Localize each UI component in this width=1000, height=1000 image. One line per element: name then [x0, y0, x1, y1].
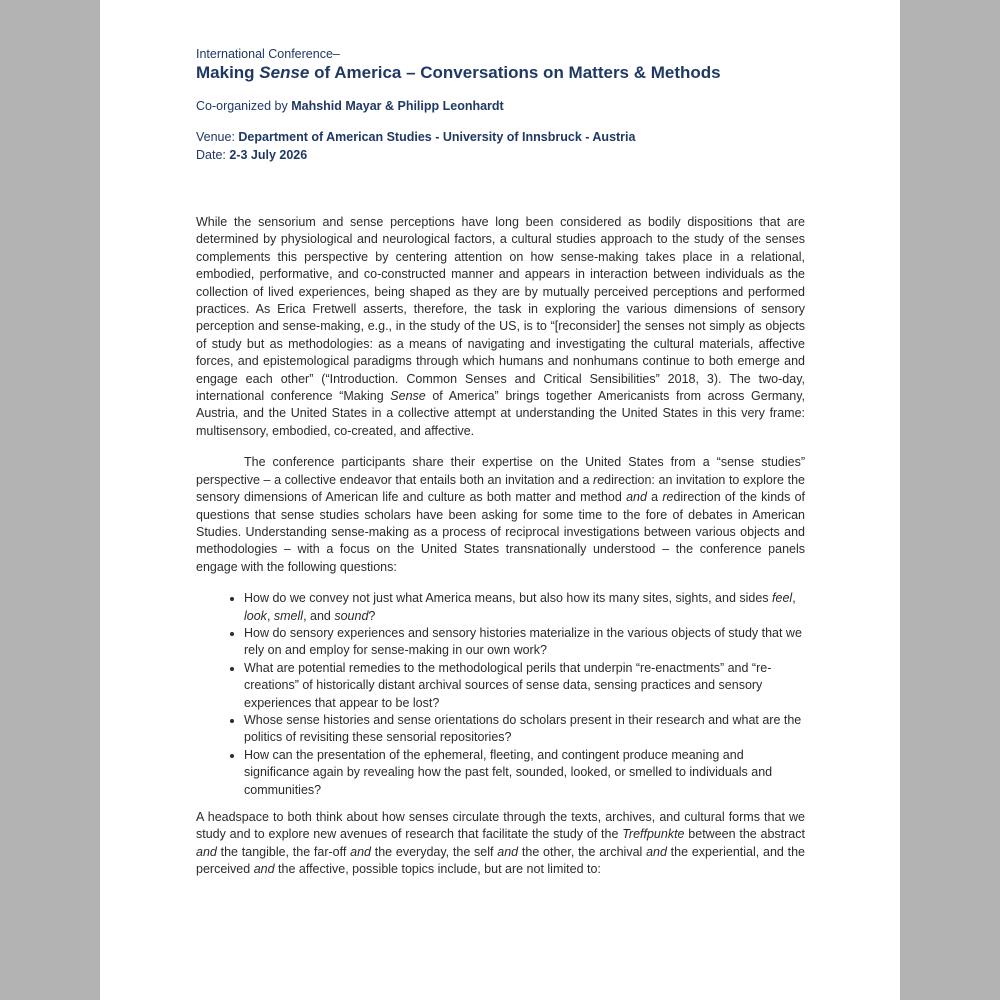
list-item: • Whose sense histories and sense orientations do scholars present in their research and what are the politics of revisiting these sensorial repositories?: [244, 712, 805, 747]
date-value: 2-3 July 2026: [229, 148, 308, 162]
organizers-names: Mahshid Mayar & Philipp Leonhardt: [291, 99, 504, 113]
list-item: • What are potential remedies to the methodological perils that underpin “re-enactments” and “re-creations” of historically distant archival sources of sense data, sensing practices and sensory experiences that appear to be lost?: [244, 660, 805, 712]
participants-paragraph: The conference participants share their expertise on the United States from a “sense studies” perspective – a collective endeavor that entails both an invitation and a redirection: an invitation to explore the sensory dimensions of American life and culture as both matter and method and a redirection of the kinds of questions that sense studies scholars have been asking for some time to the fore of debates in American Studies. Understanding sense-making as a process of reciprocal investigations between various objects and methodologies – with a focus on the United States transnationally understood – the conference panels engage with the following questions:: [196, 455, 805, 574]
intro-paragraph: While the sensorium and sense perceptions have long been considered as bodily dispositions that are determined by physiological and neurological factors, a cultural studies approach to the study of the senses complements this perspective by centering attention on how sense-making takes place in a relational, embodied, performative, and co-constructed manner and appears in interaction between individuals as the collection of lived experiences, being shaped as they are by mutually perceived perceptions and performed practices. As Erica Fretwell asserts, therefore, the task in exploring the various dimensions of sensory perception and sense-making, e.g., in the study of the US, is to “[reconsider] the senses not simply as objects of study but as methodologies: as a means of navigating and investigating the cultural materials, affective forces, and epistemological paradigms through which humans and nonhumans continue to both emerge and engage each other” (“Introduction. Common Senses and Critical Sensibilities” 2018, 3). The two-day, international conference “Making Sense of America” brings together Americanists from across Germany, Austria, and the United States in a collective attempt at understanding the United States in this very frame: multisensory, embodied, co-created, and affective.: [196, 215, 805, 438]
document-content: [196, 46, 805, 879]
organizers-line: Co-organized by Mahshid Mayar & Philipp Leonhardt: [196, 99, 504, 113]
list-item: • How do sensory experiences and sensory histories materialize in the various objects of study that we rely on and employ for sense-making in our own work?: [244, 625, 805, 660]
date-line: Date: 2-3 July 2026: [196, 148, 308, 162]
topics-paragraph: A headspace to both think about how senses circulate through the texts, archives, and cultural forms that we study and to explore new avenues of research that facilitate the study of the Treffpunkte between the abstract and the tangible, the far-off and the everyday, the self and the other, the archival and the experiential, and the perceived and the affective, possible topics include, but are not limited to:: [196, 810, 805, 877]
questions-list: [196, 590, 805, 799]
conference-label: International Conference–: [196, 47, 340, 61]
list-item: • How do we convey not just what America means, but also how its many sites, sights, and sides feel, look, smell, and sound?: [244, 590, 805, 625]
list-item: • How can the presentation of the ephemeral, fleeting, and contingent produce meaning and significance again by revealing how the past felt, sounded, looked, or smelled to individuals and communities?: [244, 747, 805, 799]
conference-title: Making Sense of America – Conversations on Matters & Methods: [196, 63, 721, 82]
document-page: [100, 0, 900, 1000]
venue-line: Venue: Department of American Studies - University of Innsbruck - Austria: [196, 130, 636, 144]
venue-value: Department of American Studies - University of Innsbruck - Austria: [238, 130, 636, 144]
